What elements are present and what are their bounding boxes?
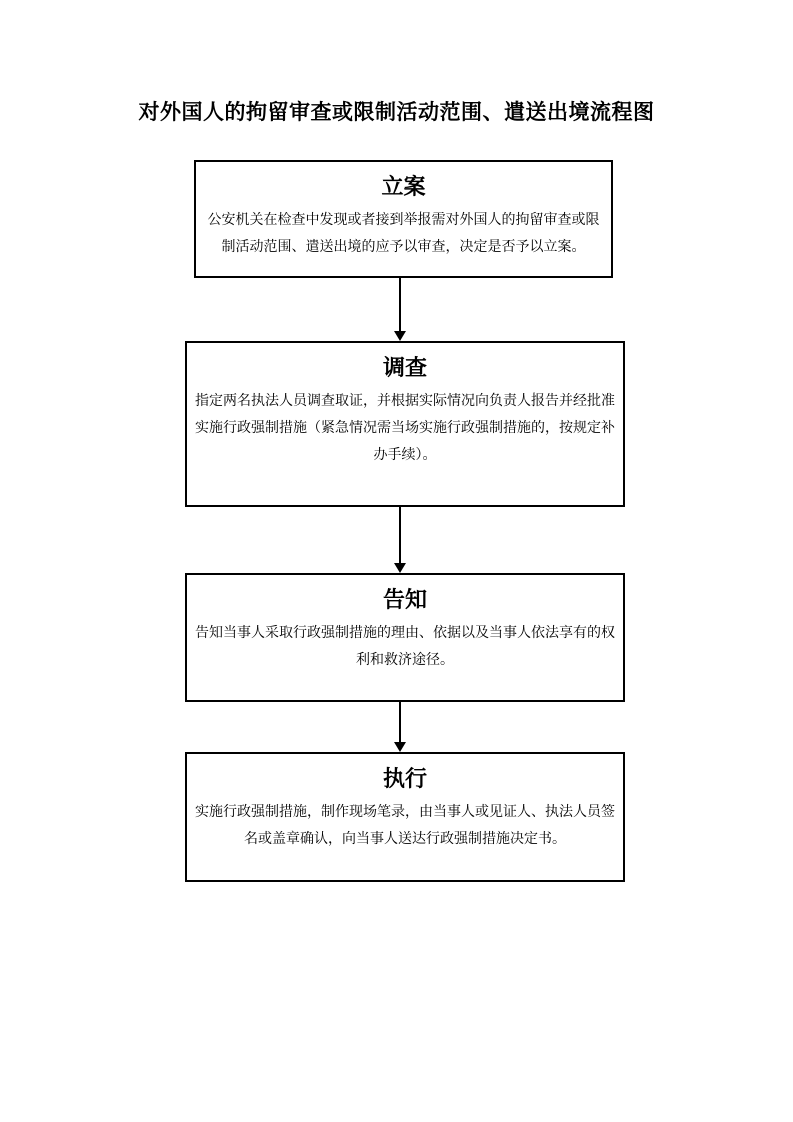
- arrow-shaft: [399, 278, 401, 332]
- arrow-head-down-icon: [394, 563, 406, 573]
- arrow-shaft: [399, 700, 401, 743]
- step-description-notification: 告知当事人采取行政强制措施的理由、依据以及当事人依法享有的权利和救济途径。: [195, 626, 615, 668]
- step-box-notification: [185, 573, 625, 702]
- step-box-enforcement: [185, 752, 625, 882]
- down-arrow-connector-1: [394, 278, 406, 341]
- step-title-enforcement: 执行: [382, 766, 427, 791]
- down-arrow-connector-2: [394, 505, 406, 573]
- step-box-investigation: [185, 341, 625, 507]
- step-title-case-filing: 立案: [381, 174, 426, 199]
- step-description-enforcement: 实施行政强制措施，制作现场笔录，由当事人或见证人、执法人员签名或盖章确认，向当事人送达行政强制措施决定书。: [195, 805, 615, 847]
- step-description-investigation: 指定两名执法人员调查取证，并根据实际情况向负责人报告并经批准实施行政强制措施（紧急情况需当场实施行政强制措施的，按规定补办手续）。: [195, 394, 615, 463]
- arrow-shaft: [399, 505, 401, 564]
- page-title: 对外国人的拘留审查或限制活动范围、遣送出境流程图: [138, 101, 655, 124]
- step-title-notification: 告知: [382, 587, 427, 612]
- step-title-investigation: 调查: [382, 355, 427, 380]
- arrow-head-down-icon: [394, 742, 406, 752]
- down-arrow-connector-3: [394, 700, 406, 752]
- step-description-case-filing: 公安机关在检查中发现或者接到举报需对外国人的拘留审查或限制活动范围、遣送出境的应予以审查，决定是否予以立案。: [207, 213, 600, 255]
- arrow-head-down-icon: [394, 331, 406, 341]
- step-box-case-filing: [194, 160, 613, 278]
